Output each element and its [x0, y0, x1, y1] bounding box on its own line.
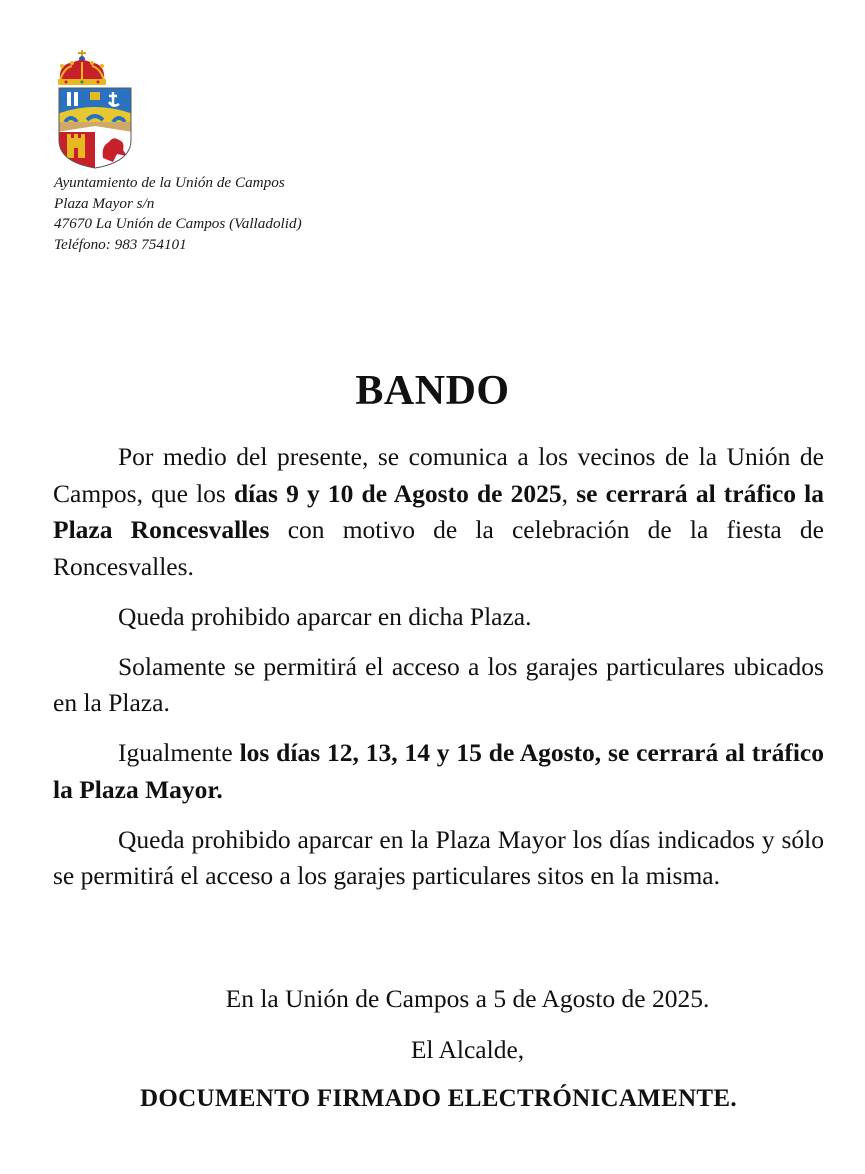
coat-of-arms-icon	[54, 50, 136, 170]
text-segment: Solamente se permitirá el acceso a los garajes particulares ubicados en la Plaza.	[53, 651, 824, 717]
paragraph-parking-prohibited	[53, 599, 824, 636]
paragraph-plaza-roncesvalles	[53, 439, 824, 585]
text-segment: Por medio del presente, se comunica a los vecinos de la Unión de Campos, que los	[53, 442, 824, 508]
text-segment-bold: se cerrará al tráfico la Plaza Roncesvalles	[53, 478, 824, 544]
address-line-name: Ayuntamiento de la Unión de Campos	[54, 174, 285, 191]
paragraph-garage-access	[53, 649, 824, 722]
document-body	[53, 439, 824, 908]
municipality-address	[54, 173, 302, 255]
address-line-street: Plaza Mayor s/n	[54, 194, 155, 212]
text-segment-bold: días 9 y 10 de Agosto de 2025	[233, 478, 562, 508]
text-segment: Queda prohibido aparcar en la Plaza Mayor los días indicados y sólo se permitirá el acceso a los garajes particulares sitos en la misma.	[53, 824, 824, 890]
address-line-phone: Teléfono: 983 754101	[54, 235, 187, 253]
address-line-city: 47670 La Unión de Campos (Valladolid)	[54, 215, 302, 232]
text-segment-bold: los días 12, 13, 14 y 15 de Agosto, se cerrará al tráfico la Plaza Mayor.	[53, 738, 824, 804]
text-segment: ,	[561, 478, 577, 508]
shield-icon	[57, 88, 133, 170]
paragraph-plaza-mayor	[53, 735, 824, 808]
document-title: BANDO	[355, 368, 510, 414]
place-and-date: En la Unión de Campos a 5 de Agosto de 2025.	[225, 984, 710, 1013]
text-segment: con motivo de la celebración de la fiesta de Roncesvalles.	[53, 515, 824, 581]
text-segment: Queda prohibido aparcar en dicha Plaza.	[118, 601, 532, 631]
electronic-signature-note: DOCUMENTO FIRMADO ELECTRÓNICAMENTE.	[140, 1085, 737, 1112]
signer-role: El Alcalde,	[410, 1035, 525, 1064]
text-segment: Igualmente	[118, 738, 240, 767]
paragraph-plaza-mayor-parking	[53, 822, 824, 895]
crown-icon	[58, 50, 106, 85]
